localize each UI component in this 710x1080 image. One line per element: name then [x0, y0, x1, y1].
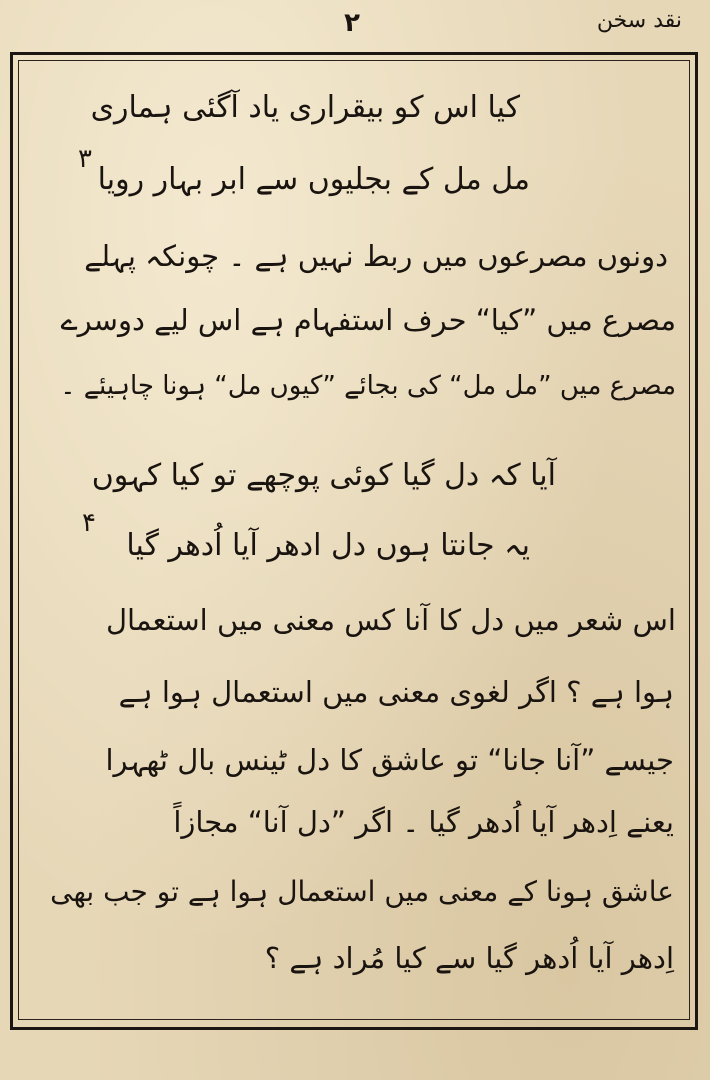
verse-3-number: ۳ — [78, 144, 92, 174]
commentary-4-line-5: عاشق ہونا کے معنی میں استعمال ہوا ہے تو جب بھی — [50, 875, 674, 908]
page-number: ۲ — [344, 8, 360, 38]
verse-4-line-1: آیا کہ دل گیا کوئی پوچھے تو کیا کہوں — [91, 458, 556, 493]
commentary-3-line-1: دونوں مصرعوں میں ربط نہیں ہے ۔ چونکہ پہلے — [84, 239, 668, 273]
verse-3-line-2: مل مل کے بجلیوں سے ابر بہار رویا — [97, 162, 530, 197]
page-body — [30, 72, 678, 1002]
verse-4-number: ۴ — [82, 508, 96, 538]
commentary-4-line-1: اس شعر میں دل کا آنا کس معنی میں استعمال — [105, 603, 676, 637]
commentary-4-line-4: یعنے اِدھر آیا اُدھر گیا ۔ اگر ”دل آنا“ مجازاً — [173, 805, 674, 839]
verse-3-line-1: کیا اس کو بیقراری یاد آگئی ہماری — [90, 90, 520, 125]
commentary-3-line-3: مصرع میں ”مل مل“ کی بجائے ”کیوں مل“ ہونا چاہیئے ۔ — [60, 371, 676, 401]
commentary-4-line-2: ہوا ہے ؟ اگر لغوی معنی میں استعمال ہوا ہے — [118, 675, 674, 709]
commentary-3-line-2: مصرع میں ”کیا“ حرف استفہام ہے اس لیے دوسرے — [60, 303, 676, 337]
running-head: نقد سخن — [596, 8, 682, 33]
commentary-4-line-3: جیسے ”آنا جانا“ تو عاشق کا دل ٹینس بال ٹھہرا — [105, 743, 674, 777]
verse-4-line-2: یہ جانتا ہوں دل ادھر آیا اُدھر گیا — [126, 528, 530, 563]
commentary-4-line-6: اِدھر آیا اُدھر گیا سے کیا مُراد ہے ؟ — [264, 941, 674, 975]
